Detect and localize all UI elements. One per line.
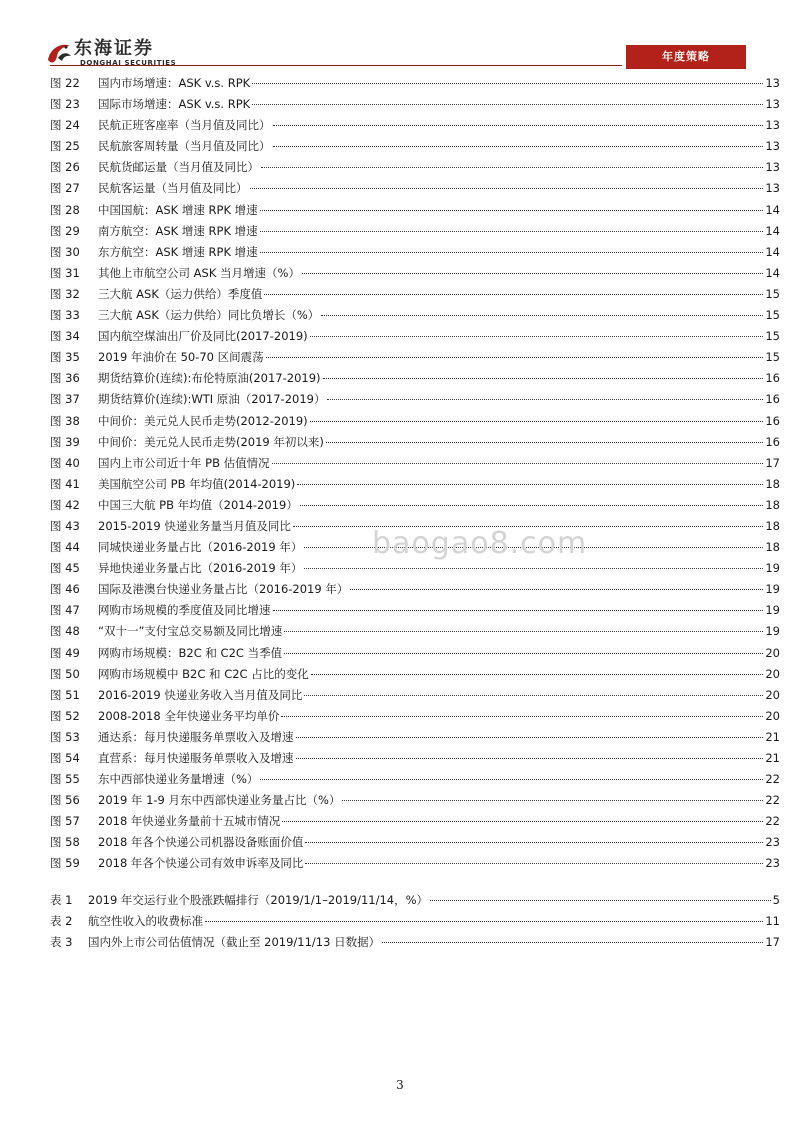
- entry-number: 图 37: [50, 392, 80, 407]
- entry-title: 中间价：美元兑人民币走势(2019 年初以来): [98, 434, 324, 449]
- entry-number: 图 49: [50, 645, 80, 660]
- entry-title: 2019 年交运行业个股涨跌幅排行（2019/1/1–2019/11/14，%）: [88, 893, 429, 907]
- figure-toc-entry[interactable]: [50, 474, 780, 495]
- dot-leader: [273, 610, 764, 611]
- entry-page-number: 20: [765, 708, 780, 723]
- figure-toc-entry[interactable]: [50, 748, 780, 769]
- dot-leader: [310, 336, 764, 337]
- entry-page-number: 21: [765, 751, 780, 765]
- entry-number: 图 40: [50, 455, 80, 470]
- page-number: 3: [396, 1078, 404, 1092]
- entry-number: 图 26: [50, 160, 80, 175]
- entry-number: 图 57: [50, 814, 80, 829]
- entry-title: 三大航 ASK（运力供给）季度值: [98, 286, 263, 301]
- entry-number: 图 45: [50, 561, 80, 576]
- figure-toc-entry[interactable]: [50, 621, 780, 642]
- table-list: [50, 890, 780, 953]
- entry-title: 中国三大航 PB 年均值（2014-2019）: [98, 497, 298, 512]
- dot-leader: [326, 442, 763, 443]
- figure-toc-entry[interactable]: [50, 600, 780, 621]
- dot-leader: [382, 942, 763, 943]
- dot-leader: [304, 695, 763, 696]
- dot-leader: [261, 167, 763, 168]
- entry-title: 2018 年快递业务量前十五城市情况: [98, 814, 281, 829]
- figure-toc-entry[interactable]: [50, 305, 780, 326]
- entry-number: 图 47: [50, 603, 80, 618]
- entry-number: 图 52: [50, 708, 80, 723]
- entry-title: 期货结算价(连续):WTI 原油（2017-2019）: [98, 392, 326, 407]
- entry-page-number: 16: [765, 392, 780, 407]
- figure-toc-entry[interactable]: [50, 411, 780, 432]
- entry-title: 三大航 ASK（运力供给）同比负增长（%）: [98, 308, 320, 323]
- table-toc-entry[interactable]: [50, 890, 780, 911]
- watermark: baogao8.com: [372, 526, 588, 561]
- logo-chinese-name: 东海证券: [74, 38, 154, 59]
- entry-number: 图 23: [50, 97, 80, 112]
- entry-page-number: 20: [765, 645, 780, 660]
- figure-toc-entry[interactable]: [50, 221, 780, 242]
- entry-number: 图 55: [50, 772, 80, 787]
- figure-toc-entry[interactable]: [50, 200, 780, 221]
- entry-page-number: 20: [765, 666, 780, 681]
- entry-number: 表 3: [50, 935, 73, 950]
- entry-title: 其他上市航空公司 ASK 当月增速（%）: [98, 265, 300, 280]
- dot-leader: [305, 863, 763, 864]
- figure-toc-entry[interactable]: [50, 368, 780, 389]
- entry-title: 2008-2018 全年快递业务平均单价: [98, 708, 280, 723]
- dot-leader: [260, 210, 764, 211]
- entry-title: 民航旅客周转量（当月值及同比）: [98, 139, 271, 154]
- entry-page-number: 16: [765, 413, 780, 428]
- figure-toc-entry[interactable]: [50, 727, 780, 748]
- entry-title: 2019 年油价在 50-70 区间震荡: [98, 350, 264, 365]
- dot-leader: [323, 378, 764, 379]
- entry-title: 东中西部快递业务量增速（%）: [98, 772, 259, 787]
- dot-leader: [297, 484, 763, 485]
- entry-page-number: 15: [765, 286, 780, 301]
- dot-leader: [296, 758, 764, 759]
- figure-toc-entry[interactable]: [50, 453, 780, 474]
- entry-title: 民航正班客座率（当月值及同比）: [98, 118, 271, 133]
- entry-page-number: 18: [765, 540, 780, 555]
- entry-number: 图 25: [50, 139, 80, 154]
- entry-number: 图 48: [50, 624, 80, 639]
- page-header: [0, 0, 800, 80]
- entry-title: 航空性收入的收费标准: [88, 914, 203, 929]
- table-toc-entry[interactable]: [50, 911, 780, 932]
- figure-toc-entry[interactable]: [50, 832, 780, 853]
- entry-title: 通达系：每月快递服务单票收入及增速: [98, 729, 294, 744]
- entry-page-number: 20: [765, 687, 780, 702]
- entry-title: 网购市场规模的季度值及同比增速: [98, 603, 271, 618]
- entry-page-number: 15: [765, 350, 780, 365]
- entry-title: 民航客运量（当月值及同比）: [98, 181, 248, 196]
- dot-leader: [302, 273, 763, 274]
- figure-toc-entry[interactable]: [50, 558, 780, 579]
- entry-page-number: 13: [765, 139, 780, 154]
- entry-page-number: 21: [765, 729, 780, 744]
- entry-page-number: 14: [765, 244, 780, 259]
- dot-leader: [260, 779, 763, 780]
- dot-leader: [293, 526, 764, 527]
- entry-number: 图 28: [50, 202, 80, 217]
- entry-page-number: 17: [765, 455, 780, 470]
- entry-page-number: 18: [765, 476, 780, 491]
- entry-page-number: 17: [765, 935, 780, 950]
- entry-title: 国际及港澳台快递业务量占比（2016-2019 年）: [98, 582, 349, 597]
- figure-toc-entry[interactable]: [50, 432, 780, 453]
- entry-number: 表 2: [50, 914, 73, 929]
- figure-toc-entry[interactable]: [50, 579, 780, 600]
- entry-title: 国内外上市公司估值情况（截止至 2019/11/13 日数据）: [88, 935, 381, 950]
- entry-page-number: 5: [772, 893, 780, 907]
- figure-toc-entry[interactable]: [50, 73, 780, 94]
- dot-leader: [266, 357, 764, 358]
- entry-number: 图 51: [50, 687, 80, 702]
- entry-title: “双十一”支付宝总交易额及同比增速: [98, 624, 283, 639]
- entry-number: 图 50: [50, 666, 80, 681]
- entry-title: 东方航空：ASK 增速 RPK 增速: [98, 244, 258, 259]
- entry-number: 图 32: [50, 286, 80, 301]
- dot-leader: [273, 146, 764, 147]
- dot-leader: [311, 674, 764, 675]
- dot-leader: [300, 505, 764, 506]
- dot-leader: [250, 188, 764, 189]
- entry-title: 期货结算价(连续):布伦特原油(2017-2019): [98, 371, 321, 386]
- dot-leader: [260, 231, 764, 232]
- entry-title: 南方航空：ASK 增速 RPK 增速: [98, 223, 258, 238]
- entry-page-number: 11: [765, 914, 780, 929]
- entry-number: 图 24: [50, 118, 80, 133]
- table-toc-entry[interactable]: [50, 932, 780, 953]
- entry-number: 图 36: [50, 371, 80, 386]
- entry-page-number: 22: [765, 814, 780, 829]
- entry-page-number: 13: [765, 181, 780, 196]
- entry-number: 图 39: [50, 434, 80, 449]
- entry-number: 图 41: [50, 476, 80, 491]
- figure-toc-entry[interactable]: [50, 769, 780, 790]
- entry-title: 中国国航：ASK 增速 RPK 增速: [98, 202, 258, 217]
- entry-title: 国内上市公司近十年 PB 估值情况: [98, 455, 270, 470]
- entry-page-number: 19: [765, 603, 780, 618]
- figure-toc-entry[interactable]: [50, 537, 780, 558]
- entry-title: 国内市场增速：ASK v.s. RPK: [98, 76, 251, 90]
- entry-title: 中间价：美元兑人民币走势(2012-2019): [98, 413, 308, 428]
- figure-toc-entry[interactable]: [50, 516, 780, 537]
- logo-english-name: DONGHAI SECURITIES: [80, 59, 177, 67]
- entry-title: 同城快递业务量占比（2016-2019 年）: [98, 540, 303, 555]
- dot-leader: [252, 83, 763, 84]
- figure-toc-entry[interactable]: [50, 347, 780, 368]
- report-type-badge: 年度策略: [626, 45, 746, 69]
- figure-toc-entry[interactable]: [50, 94, 780, 115]
- figure-toc-entry[interactable]: [50, 263, 780, 284]
- figure-toc-entry[interactable]: [50, 115, 780, 136]
- entry-page-number: 23: [765, 856, 780, 871]
- entry-title: 美国航空公司 PB 年均值(2014-2019): [98, 476, 296, 491]
- entry-number: 图 53: [50, 729, 80, 744]
- entry-title: 网购市场规模中 B2C 和 C2C 占比的变化: [98, 666, 309, 681]
- dot-leader: [342, 800, 763, 801]
- entry-number: 图 22: [50, 76, 80, 90]
- header-rule: [50, 65, 622, 66]
- dot-leader: [260, 252, 764, 253]
- entry-number: 图 54: [50, 751, 80, 765]
- figure-toc-entry[interactable]: [50, 389, 780, 410]
- dot-leader: [305, 842, 763, 843]
- entry-page-number: 22: [765, 772, 780, 787]
- entry-title: 民航货邮运量（当月值及同比）: [98, 160, 259, 175]
- entry-number: 图 43: [50, 518, 80, 533]
- entry-number: 表 1: [50, 893, 73, 907]
- entry-title: 2015-2019 快递业务量当月值及同比: [98, 518, 291, 533]
- entry-page-number: 22: [765, 793, 780, 808]
- entry-title: 2018 年各个快递公司有效申诉率及同比: [98, 856, 304, 871]
- entry-page-number: 23: [765, 835, 780, 850]
- entry-number: 图 27: [50, 181, 80, 196]
- figure-list: [50, 73, 780, 875]
- figure-toc-entry[interactable]: [50, 685, 780, 706]
- figure-toc-entry[interactable]: [50, 284, 780, 305]
- entry-number: 图 30: [50, 244, 80, 259]
- entry-number: 图 35: [50, 350, 80, 365]
- dot-leader: [304, 547, 763, 548]
- figure-toc-entry[interactable]: [50, 853, 780, 874]
- figure-toc-entry[interactable]: [50, 643, 780, 664]
- dot-leader: [281, 716, 763, 717]
- entry-title: 直营系：每月快递服务单票收入及增速: [98, 751, 294, 765]
- figure-toc-entry[interactable]: [50, 664, 780, 685]
- dot-leader: [284, 631, 763, 632]
- entry-number: 图 38: [50, 413, 80, 428]
- entry-number: 图 31: [50, 265, 80, 280]
- dot-leader: [273, 125, 764, 126]
- dot-leader: [430, 900, 771, 901]
- entry-page-number: 15: [765, 308, 780, 323]
- entry-page-number: 19: [765, 624, 780, 639]
- entry-title: 国际市场增速：ASK v.s. RPK: [98, 97, 251, 112]
- figure-toc-entry[interactable]: [50, 326, 780, 347]
- dot-leader: [272, 463, 764, 464]
- entry-number: 图 44: [50, 540, 80, 555]
- entry-title: 异地快递业务量占比（2016-2019 年）: [98, 561, 303, 576]
- entry-page-number: 13: [765, 76, 780, 90]
- entry-page-number: 13: [765, 97, 780, 112]
- figure-toc-entry[interactable]: [50, 178, 780, 199]
- entry-page-number: 19: [765, 582, 780, 597]
- figure-toc-entry[interactable]: [50, 136, 780, 157]
- figure-toc-entry[interactable]: [50, 495, 780, 516]
- entry-page-number: 18: [765, 518, 780, 533]
- dot-leader: [282, 821, 763, 822]
- entry-number: 图 34: [50, 329, 80, 344]
- dot-leader: [284, 653, 763, 654]
- entry-page-number: 16: [765, 371, 780, 386]
- entry-page-number: 13: [765, 118, 780, 133]
- dragon-logo-icon: [44, 38, 74, 68]
- entry-page-number: 18: [765, 497, 780, 512]
- figure-toc-entry[interactable]: [50, 242, 780, 263]
- entry-page-number: 14: [765, 202, 780, 217]
- dot-leader: [296, 737, 764, 738]
- entry-number: 图 56: [50, 793, 80, 808]
- dot-leader: [350, 589, 763, 590]
- dot-leader: [327, 399, 763, 400]
- figure-toc-entry[interactable]: [50, 706, 780, 727]
- dot-leader: [310, 421, 764, 422]
- entry-title: 2018 年各个快递公司机器设备账面价值: [98, 835, 304, 850]
- entry-number: 图 42: [50, 497, 80, 512]
- entry-page-number: 16: [765, 434, 780, 449]
- entry-number: 图 33: [50, 308, 80, 323]
- entry-number: 图 46: [50, 582, 80, 597]
- dot-leader: [304, 568, 763, 569]
- dot-leader: [264, 294, 763, 295]
- dot-leader: [321, 315, 763, 316]
- figure-toc-entry[interactable]: [50, 157, 780, 178]
- dot-leader: [252, 104, 763, 105]
- entry-title: 国内航空煤油出厂价及同比(2017-2019): [98, 329, 308, 344]
- entry-page-number: 14: [765, 223, 780, 238]
- entry-number: 图 59: [50, 856, 80, 871]
- figure-toc-entry[interactable]: [50, 811, 780, 832]
- dot-leader: [205, 921, 763, 922]
- entry-number: 图 58: [50, 835, 80, 850]
- entry-page-number: 14: [765, 265, 780, 280]
- entry-title: 网购市场规模：B2C 和 C2C 当季值: [98, 645, 283, 660]
- entry-number: 图 29: [50, 223, 80, 238]
- entry-page-number: 13: [765, 160, 780, 175]
- entry-page-number: 19: [765, 561, 780, 576]
- entry-title: 2016-2019 快递业务收入当月值及同比: [98, 687, 303, 702]
- entry-page-number: 15: [765, 329, 780, 344]
- entry-title: 2019 年 1-9 月东中西部快递业务量占比（%）: [98, 793, 341, 808]
- figure-toc-entry[interactable]: [50, 790, 780, 811]
